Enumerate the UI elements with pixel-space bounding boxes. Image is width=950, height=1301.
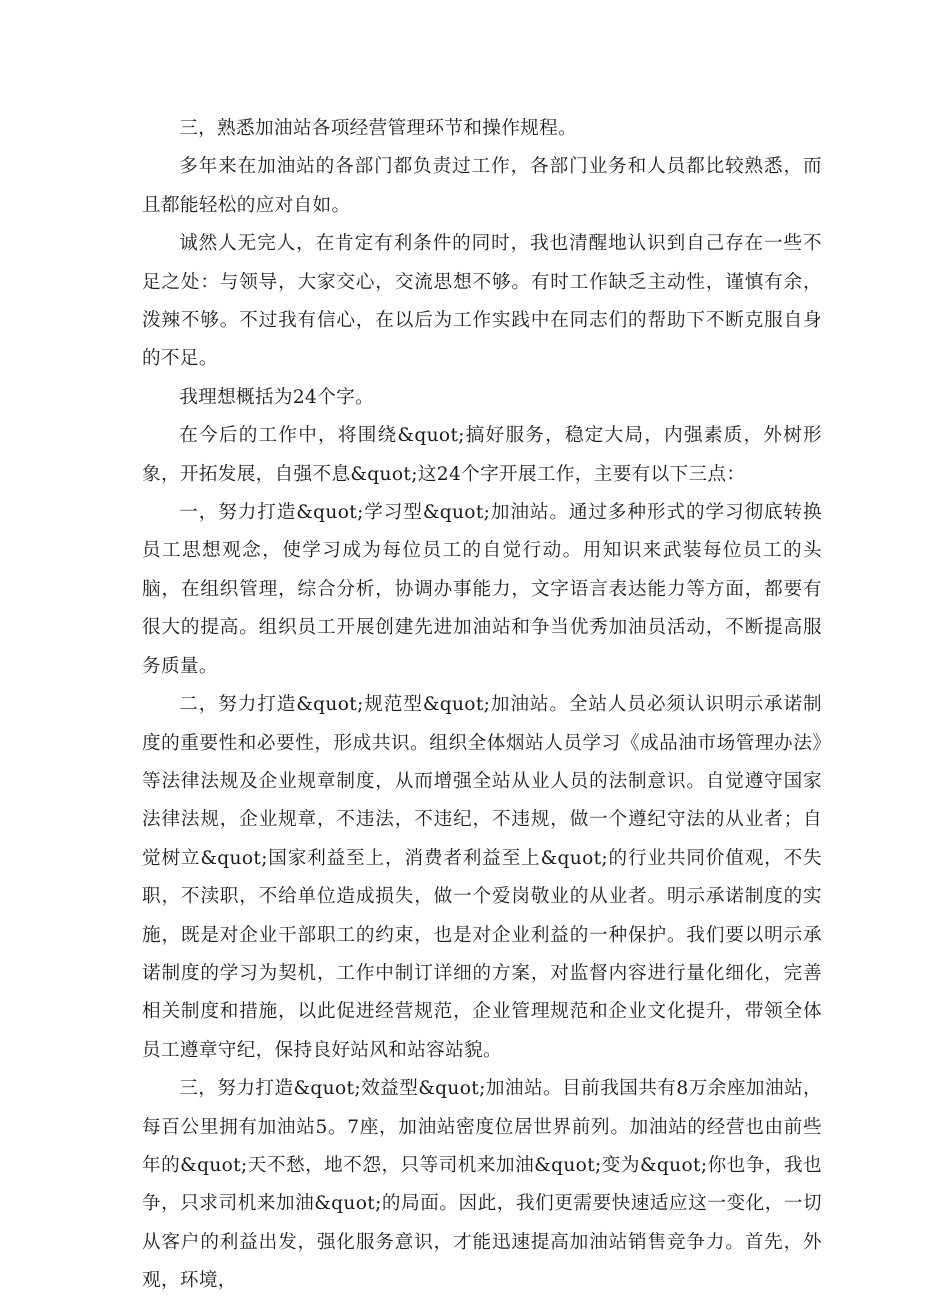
paragraph-shortcomings: 诚然人无完人，在肯定有利条件的同时，我也清醒地认识到自己存在一些不足之处：与领导，大家交心，交流思想不够。有时工作缺乏主动性，谨慎有余，泼辣不够。不过我有信心，在以后为工作实践中在同志们的帮助下不断克服自身的不足。 [142,233,822,370]
paragraph-ideal-summary: 我理想概括为24个字。 [179,386,375,408]
paragraph-experience: 多年来在加油站的各部门都负责过工作，各部门业务和人员都比较熟悉，而且都能轻松的应对自如。 [142,156,822,216]
paragraph-learning-station: 一，努力打造&quot;学习型&quot;加油站。通过多种形式的学习彻底转换员工思想观念，使学习成为每位员工的自觉行动。用知识来武装每位员工的头脑，在组织管理，综合分析，协调办事能力，文字语言表达能力等方面，都要有很大的提高。组织员工开展创建先进加油站和争当优秀加油员活动，不断提高服务质量。 [142,502,822,677]
paragraph-future-work: 在今后的工作中，将围绕&quot;搞好服务，稳定大局，内强素质，外树形象，开拓发展，自强不息&quot;这24个字开展工作，主要有以下三点： [142,425,822,485]
paragraph-efficiency-station: 三，努力打造&quot;效益型&quot;加油站。目前我国共有8万余座加油站，每百公里拥有加油站5。7座，加油站密度位居世界前列。加油站的经营也由前些年的&quot;天不愁，地不怨，只等司机来加油&quot;变为&quot;你也争，我也争，只求司机来加油&quot;的局面。因此，我们更需要快速适应这一变化，一切从客户的利益出发，强化服务意识，才能迅速提高加油站销售竞争力。首先，外观，环境， [142,1078,822,1292]
paragraph-section-three-heading: 三，熟悉加油站各项经营管理环节和操作规程。 [179,118,578,139]
paragraph-standard-station: 二，努力打造&quot;规范型&quot;加油站。全站人员必须认识明示承诺制度的重要性和必要性，形成共识。组织全体烟站人员学习《成品油市场管理办法》等法律法规及企业规章制度，从而增强全站从业人员的法制意识。自觉遵守国家法律法规，企业规章，不违法，不违纪，不违规，做一个遵纪守法的从业者；自觉树立&quot;国家利益至上，消费者利益至上&quot;的行业共同价值观，不失职，不渎职，不给单位造成损失，做一个爱岗敬业的从业者。明示承诺制度的实施，既是对企业干部职工的约束，也是对企业利益的一种保护。我们要以明示承诺制度的学习为契机，工作中制订详细的方案，对监督内容进行量化细化，完善相关制度和措施，以此促进经营规范，企业管理规范和企业文化提升，带领全体员工遵章守纪，保持良好站风和站容站貌。 [142,694,822,1061]
document-body [142,110,822,1301]
